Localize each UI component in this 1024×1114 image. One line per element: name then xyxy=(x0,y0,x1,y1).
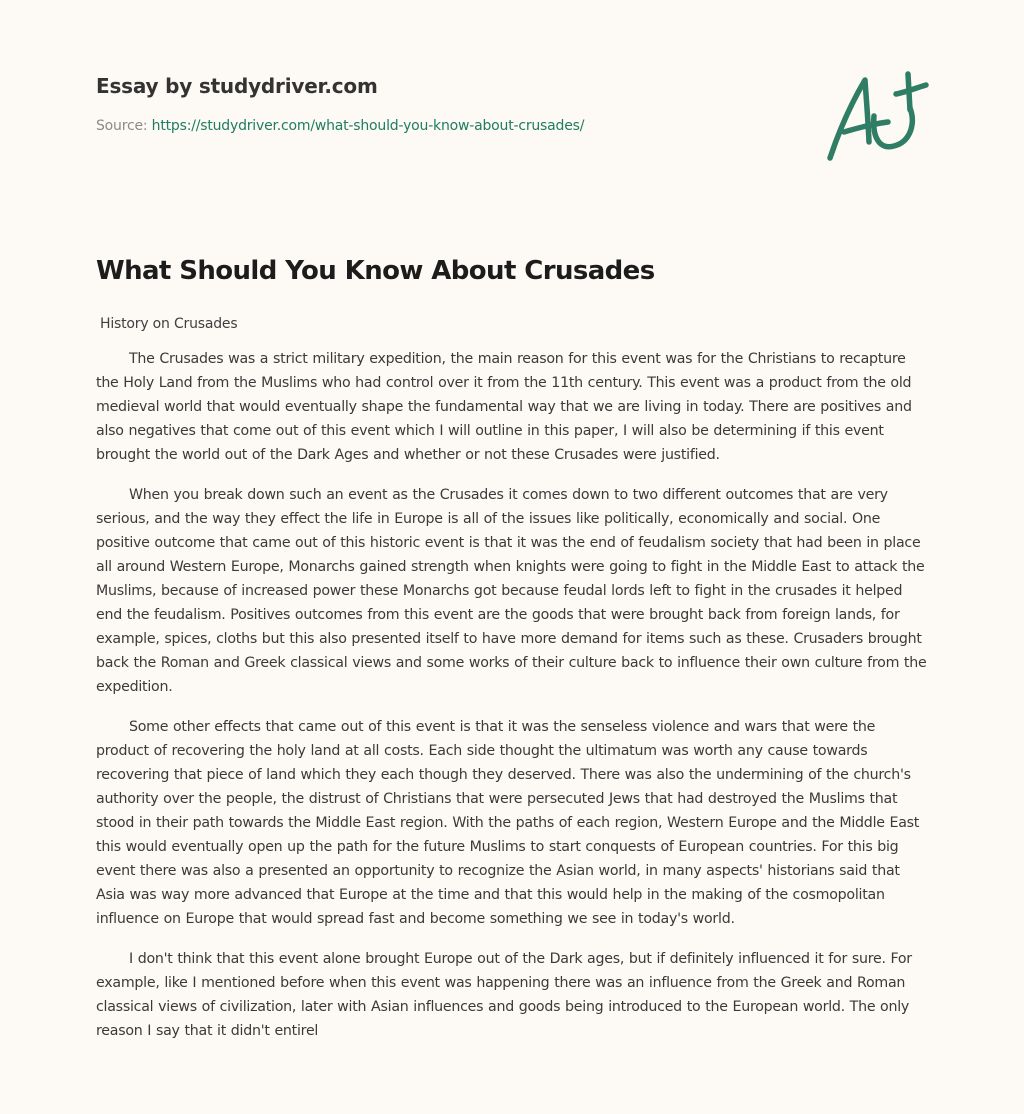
source-link[interactable]: https://studydriver.com/what-should-you-know-about-crusades/ xyxy=(151,118,585,134)
paragraph-2: When you break down such an event as the Crusades it comes down to two different outcomes that are very serious, and the way they effect the life in Europe is all of the issues like politically, economically and social. One positive outcome that came out of this historic event is that it was the end of feudalism society that had been in place all around Western Europe, Monarchs gained strength when knights were going to fight in the Middle East to attack the Muslims, because of increased power these Monarchs got because feudal lords left to fight in the crusades it helped end the feudalism. Positives outcomes from this event are the goods that were brought back from foreign lands, for example, spices, cloths but this also presented itself to have more demand for items such as these. Crusaders brought back the Roman and Greek classical views and some works of their culture back to influence their own culture from the expedition. xyxy=(96,487,927,695)
paragraph-4: I don't think that this event alone brought Europe out of the Dark ages, but if definitely influenced it for sure. For example, like I mentioned before when this event was happening there was an influence from the Greek and Roman classical views of civilization, later with Asian influences and goods being introduced to the European world. The only reason I say that it didn't entirel xyxy=(96,951,912,1039)
site-title: Essay by studydriver.com xyxy=(96,74,378,98)
essay-body xyxy=(96,316,930,1059)
essay-header xyxy=(96,74,584,134)
a-plus-grade-icon xyxy=(822,66,930,166)
source-line xyxy=(96,118,584,134)
essay-subheading: History on Crusades xyxy=(100,316,238,332)
paragraph-1: The Crusades was a strict military expedition, the main reason for this event was for the Christians to recapture the Holy Land from the Muslims who had control over it from the 11th century. This event was a product from the old medieval world that would eventually shape the fundamental way that we are living in today. There are positives and also negatives that come out of this event which I will outline in this paper, I will also be determining if this event brought the world out of the Dark Ages and whether or not these Crusades were justified. xyxy=(96,351,912,463)
essay-title: What Should You Know About Crusades xyxy=(96,256,655,286)
source-label: Source: xyxy=(96,118,152,134)
paragraph-3: Some other effects that came out of this event is that it was the senseless violence and wars that were the product of recovering the holy land at all costs. Each side thought the ultimatum was worth any cause towards recovering that piece of land which they each though they deserved. There was also the undermining of the church's authority over the people, the distrust of Christians that were persecuted Jews that had destroyed the Muslims that stood in their path towards the Middle East region. With the paths of each region, Western Europe and the Middle East this would eventually open up the path for the future Muslims to start conquests of European countries. For this big event there was also a presented an opportunity to recognize the Asian world, in many aspects' historians said that Asia was way more advanced that Europe at the time and that this would help in the making of the cosmopolitan influence on Europe that would spread fast and become something we see in today's world. xyxy=(96,719,920,927)
